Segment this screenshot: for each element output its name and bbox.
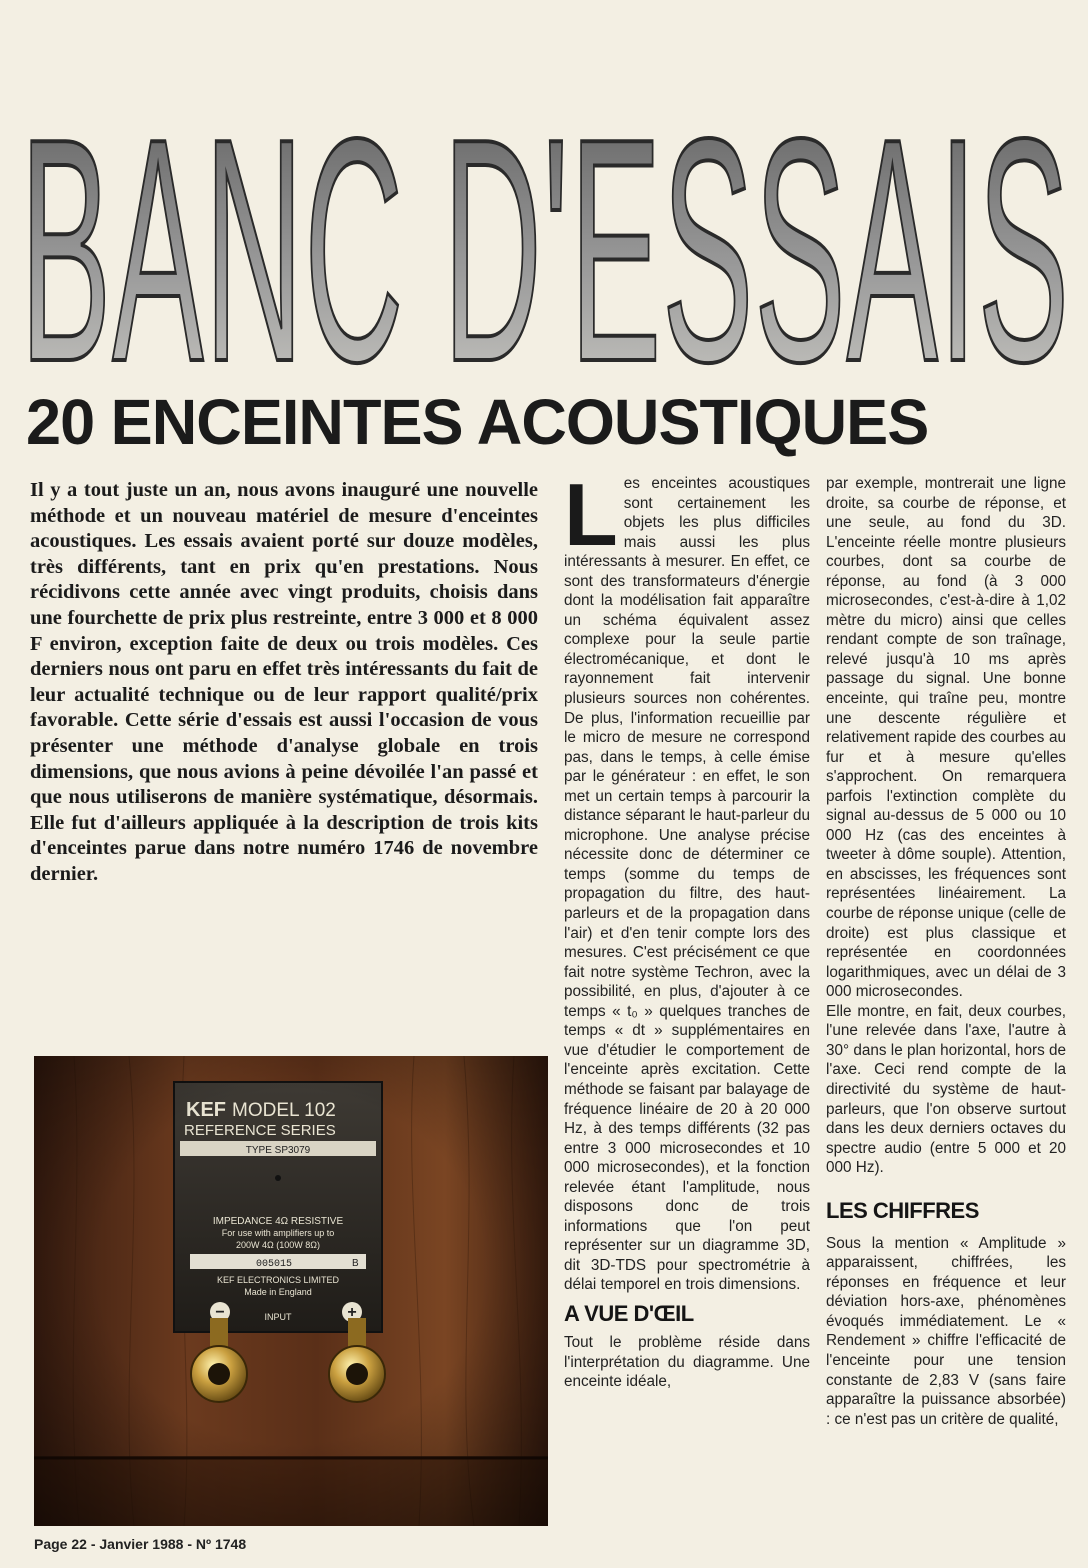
intro-paragraph: Il y a tout juste un an, nous avons inauguré une nouvelle méthode et un nouveau matériel de mesure d'enceintes acoustiques. Les essais avaient porté sur douze modèles, très différents, tant en prix qu'en prestations. Nous récidivons cette année avec vingt produits, choisis dans une fourchette de prix plus restreinte, entre 3 000 et 8 000 F environ, exception faite de deux ou trois modèles. Ces derniers nous ont paru en effet très intéressants du fait de leur actualité technique ou de leur rapport qualité/prix favorable. Cette série d'essais est aussi l'occasion de vous présenter une méthode d'analyse globale en trois dimensions, que nous avions à peine dévoilée l'an passé et que nous utiliserons de manière systématique, désormais. Elle fut d'ailleurs appliquée à la description de trois kits d'enceintes parue dans notre numéro 1746 de novembre dernier. [30,479,538,885]
article-column-2 [564,474,810,1546]
section-heading-les-chiffres: LES CHIFFRES [826,1197,979,1223]
speaker-terminal-photo [34,1056,548,1526]
column-2-paragraph-2: Tout le problème réside dans l'interprétation du diagramme. Une enceinte idéale, [564,1333,810,1391]
column-3-paragraph-1: par exemple, montrerait une ligne droite, sa courbe de réponse, et une seule, au fond du 3D. L'enceinte réelle montre plusieurs courbes, dont sa courbe de réponse, au fond (à 3 000 microsecondes, c'est-à-dire à 1,02 mètre du micro) ainsi que celles rendant compte de son traînage, relevé jusqu'à 10 ms après passage du signal. Une bonne enceinte, qui traîne peu, montre une descente régulière et relativement rapide des courbes au fur et à mesure qu'elles s'approchent. On remarquera parfois l'extinction complète du signal au-dessus de 5 000 ou 10 000 Hz (cas des enceintes à tweeter à dôme souple). Attention, en abscisses, les fréquences sont représentées linéairement. La courbe de réponse unique (celle de droite) est plus classique et représentée en coordonnées logarithmiques, avec un délai de 3 000 microsecondes. [826,475,1066,1001]
dropcap: L [564,474,618,564]
headline-text: BANC D'ESSAIS [20,73,1070,390]
column-2-paragraph-1 [564,474,810,1295]
section-heading-a-vue-doeil: A VUE D'ŒIL [564,1300,694,1326]
subheadline: 20 ENCEINTES ACOUSTIQUES [26,386,929,458]
column-2-text-1: es enceintes acoustiques sont certainement les objets les plus difficiles mais aussi les plus intéressants à mesurer. En effet, ce sont des transformateurs d'énergie dont la modélisation fait apparaître un schéma équivalent assez complexe pour la seule partie électromécanique, et dont le rayonnement fait intervenir plusieurs sources non cohérentes. De plus, l'information recueillie par le micro de mesure ne correspond pas, dans le temps, à celle émise par le générateur : en effet, le son met un certain temps à parcourir la distance séparant le haut-parleur du microphone. Une analyse précise nécessite donc de déterminer ce temps (somme du temps de propagation du filtre, des haut-parleurs et de la propagation dans l'air) et d'en tenir compte lors des mesures. C'est précisément ce que fait notre système Techron, avec la possibilité, en plus, d'ajouter à ce temps « t₀ » quelques tranches de temps « dt » supplémentaires en vue d'étudier le comportement de l'enceinte après excitation. Cette méthode se faisant par balayage de fréquence linéaire de 20 à 20 000 Hz, à des temps différents (32 pas entre 3 000 microsecondes et 10 000 microsecondes), et la fonction relevée étant l'amplitude, nous disposons donc de trois informations que l'on peut représenter sur un diagramme 3D, dit 3D-TDS pour spectrométrie à délai temporel en trois dimensions. [564,475,810,1294]
page-footer: Page 22 - Janvier 1988 - Nº 1748 [34,1536,247,1552]
article-column-3 [826,474,1066,1546]
column-3-paragraph-3: Sous la mention « Amplitude » apparaissent, chiffrées, les réponses en fréquence et leur déviation hors-axe, phénomènes évoqués immédiatement. Le « Rendement » chiffre l'efficacité de l'enceinte pour une tension constante de 2,83 V (sans faire apparaître la puissance absorbée) : ce n'est pas un critère de qualité, [826,1234,1066,1428]
headline [20,60,1070,390]
column-3-paragraph-2: Elle montre, en fait, deux courbes, l'une relevée dans l'axe, l'autre à 30° dans le plan horizontal, hors de l'axe. Ceci rend compte de la directivité du système de haut-parleurs, que l'on observe surtout dans les deux derniers octaves du spectre audio (entre 5 000 et 20 000 Hz). [826,1002,1066,1177]
